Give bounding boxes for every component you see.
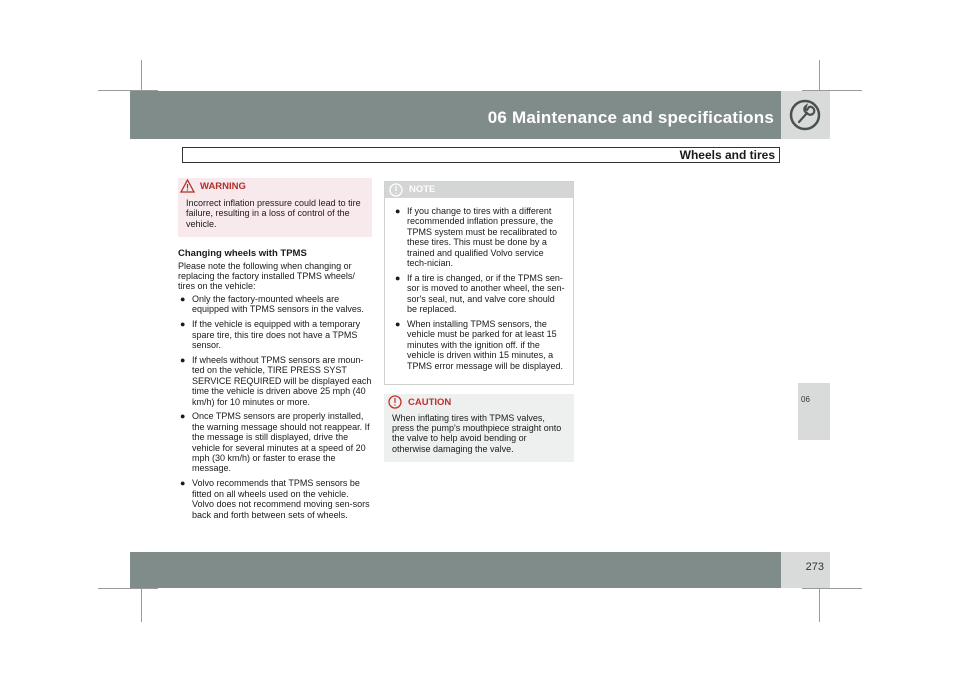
list-item xyxy=(178,411,372,473)
section-heading: Changing wheels with TPMS xyxy=(178,248,307,260)
caution-icon xyxy=(388,395,402,409)
list-item-text: Volvo recommends that TPMS sensors be fitted on all wheels used on the vehicle. Volvo does not recommend moving sen-sors back and forth between sets of wheels. xyxy=(192,478,370,520)
note-bullet-list xyxy=(393,206,565,371)
bullet-dot: ● xyxy=(180,478,186,489)
note-header xyxy=(385,182,573,198)
chapter-side-tab-label: 06 xyxy=(801,395,810,404)
info-icon xyxy=(389,183,403,197)
list-item-text: When installing TPMS sensors, the vehicle must be parked for at least 15 minutes with the ignition off. if the vehicle is driven within 15 minutes, a TPMS error message will be displayed. xyxy=(407,319,564,371)
list-item-text: Once TPMS sensors are properly installed, the warning message should not reappear. If the message is still displayed, drive the vehicle for several minutes at a speed of 20 mph (30 km/h) or faster to erase the message. xyxy=(192,411,370,474)
right-column xyxy=(384,181,574,462)
bullet-dot: ● xyxy=(180,411,186,422)
list-item xyxy=(393,206,565,268)
list-item xyxy=(178,355,372,407)
warning-text: Incorrect inflation pressure could lead to tire failure, resulting in a loss of control of the vehicle. xyxy=(186,198,361,229)
list-item-text: If the vehicle is equipped with a temporary spare tire, this tire does not have a TPMS sensor. xyxy=(192,319,361,350)
section-subheader-label: Wheels and tires xyxy=(679,148,775,162)
page-number: 273 xyxy=(805,561,824,573)
list-item-text: If a tire is changed, or if the TPMS sen-sor is moved to another wheel, the sen-sor's seal, nut, and valve core should be replaced. xyxy=(407,272,565,315)
wrench-icon xyxy=(787,97,823,133)
warning-label: WARNING xyxy=(200,181,246,192)
caution-box xyxy=(384,394,574,463)
list-item-text: Only the factory-mounted wheels are equipped with TPMS sensors in the valves. xyxy=(192,293,364,315)
caution-header xyxy=(384,394,574,410)
caution-text: When inflating tires with TPMS valves, press the pump's mouthpiece straight onto the valve to help avoid bending or otherwise damaging the valve. xyxy=(392,412,562,454)
bullet-dot: ● xyxy=(395,272,401,283)
warning-header xyxy=(178,178,372,195)
note-box xyxy=(384,181,574,385)
crop-mark xyxy=(802,588,862,589)
caution-label: CAUTION xyxy=(408,396,452,408)
list-item xyxy=(393,319,565,371)
list-item-text: If you change to tires with a different recommended inflation pressure, the TPMS system must be recalibrated to these tires. This must be done by a trained and qualified Volvo service tech-nician. xyxy=(407,206,558,269)
bullet-dot: ● xyxy=(180,354,186,365)
left-column xyxy=(178,178,372,524)
list-item xyxy=(393,273,565,315)
bullet-dot: ● xyxy=(395,319,401,330)
note-body xyxy=(385,198,573,384)
note-label: NOTE xyxy=(409,184,436,195)
warning-box xyxy=(178,178,372,237)
footer-band xyxy=(130,552,830,588)
chapter-side-tab xyxy=(798,383,830,440)
bullet-dot: ● xyxy=(180,293,186,304)
list-item-text: If wheels without TPMS sensors are moun-ted on the vehicle, TIRE PRESS SYST SERVICE REQUIRED will be displayed each time the vehicle is driven above 25 mph (40 km/h) for 10 minutes or more. xyxy=(192,354,372,407)
warning-triangle-icon xyxy=(180,179,195,193)
section-subheader xyxy=(182,147,780,163)
list-item xyxy=(178,478,372,520)
crop-mark xyxy=(98,588,158,589)
list-item xyxy=(178,319,372,350)
section-intro: Please note the following when changing or replacing the factory installed TPMS wheels/ tires on the vehicle: xyxy=(178,260,355,292)
bullet-dot: ● xyxy=(180,319,186,330)
bullet-dot: ● xyxy=(395,206,401,216)
list-item xyxy=(178,294,372,315)
section-bullet-list xyxy=(178,294,372,520)
chapter-title: 06 Maintenance and specifications xyxy=(487,108,774,127)
